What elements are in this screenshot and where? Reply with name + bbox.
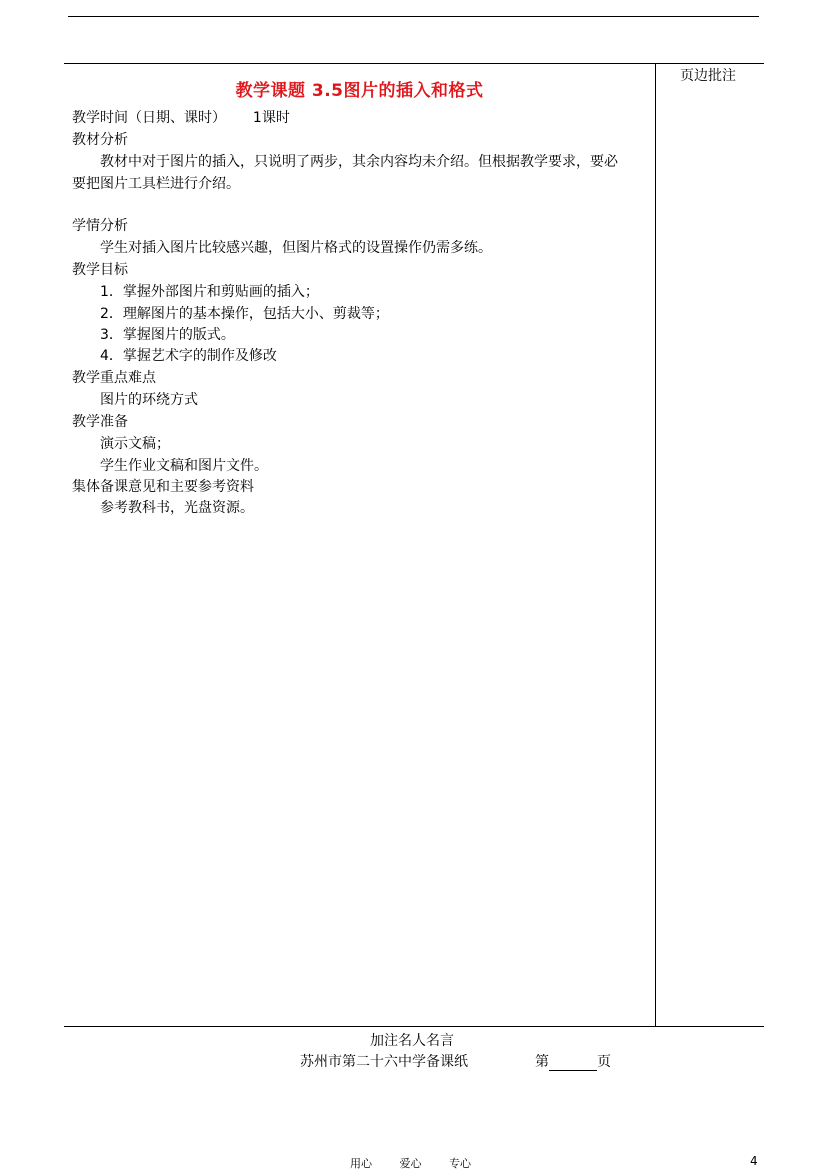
slogan-word: 专心	[449, 1157, 471, 1170]
slogan-word: 爱心	[399, 1157, 422, 1170]
objective-item: 4．掌握艺术字的制作及修改	[100, 348, 277, 364]
section-heading-material-analysis: 教材分析	[72, 132, 128, 148]
page-field	[535, 1051, 611, 1071]
preparation-line: 学生作业文稿和图片文件。	[100, 458, 268, 474]
school-paper-label: 苏州市第二十六中学备课纸	[300, 1054, 468, 1070]
page-prefix: 第	[535, 1054, 549, 1070]
page-number-blank	[549, 1056, 597, 1071]
section-heading-references: 集体备课意见和主要参考资料	[72, 479, 254, 495]
margin-column-divider	[655, 63, 656, 1026]
table-bottom-border	[64, 1026, 764, 1027]
material-analysis-line: 要把图片工具栏进行介绍。	[72, 176, 240, 192]
teaching-time-row	[72, 109, 290, 127]
preparation-line: 演示文稿；	[100, 436, 170, 452]
section-heading-key-points: 教学重点难点	[72, 370, 156, 386]
margin-notes-label: 页边批注	[680, 68, 736, 84]
lesson-title: 教学课题 3.5图片的插入和格式	[235, 81, 484, 101]
objective-item: 1．掌握外部图片和剪贴画的插入；	[100, 284, 319, 300]
key-points-line: 图片的环绕方式	[100, 392, 198, 408]
objective-item: 2．理解图片的基本操作，包括大小、剪裁等；	[100, 306, 389, 322]
section-heading-student-analysis: 学情分析	[72, 218, 128, 234]
references-line: 参考教科书，光盘资源。	[100, 500, 254, 516]
table-top-border	[64, 63, 764, 64]
teaching-time-value: 1课时	[252, 110, 290, 126]
page-number: 4	[750, 1154, 758, 1168]
section-heading-objectives: 教学目标	[72, 262, 128, 278]
footer-slogan	[350, 1155, 483, 1171]
top-rule	[68, 16, 759, 17]
quote-label: 加注名人名言	[370, 1033, 454, 1049]
material-analysis-line: 教材中对于图片的插入，只说明了两步，其余内容均未介绍。但根据教学要求，要必	[100, 154, 618, 170]
teaching-time-label: 教学时间（日期、课时）	[72, 110, 226, 126]
section-heading-preparation: 教学准备	[72, 414, 128, 430]
slogan-word: 用心	[350, 1157, 372, 1170]
student-analysis-line: 学生对插入图片比较感兴趣，但图片格式的设置操作仍需多练。	[100, 240, 492, 256]
page-suffix: 页	[597, 1054, 611, 1070]
objective-item: 3．掌握图片的版式。	[100, 327, 235, 343]
